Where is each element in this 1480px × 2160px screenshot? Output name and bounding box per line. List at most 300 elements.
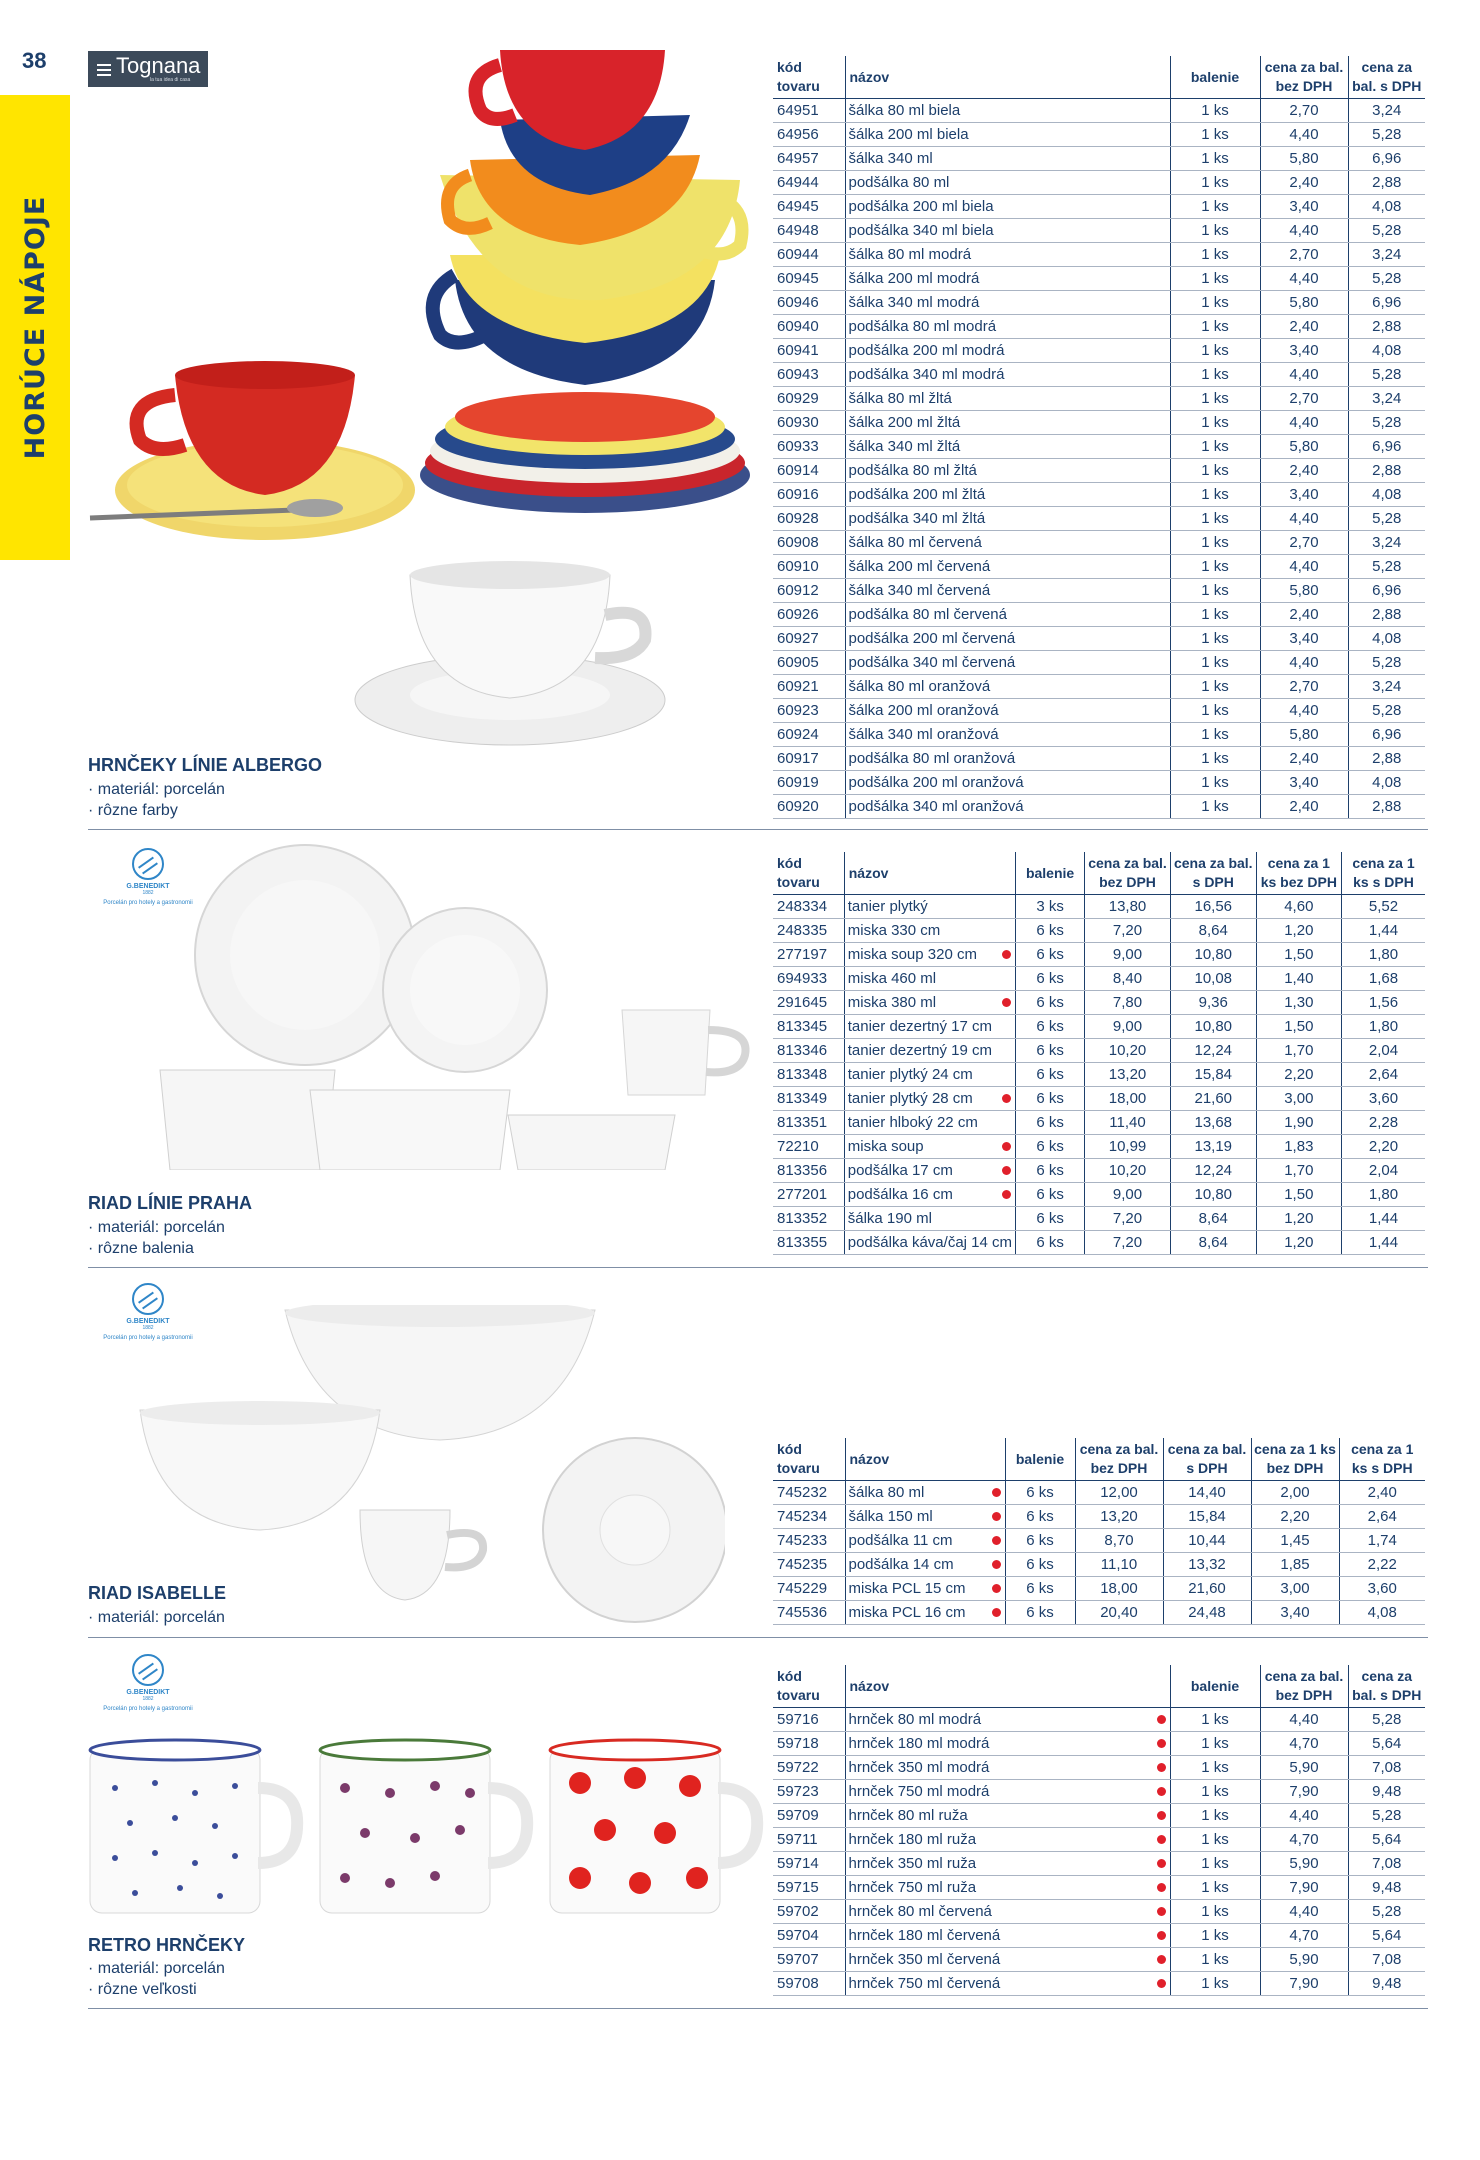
- table-cell: [1170, 219, 1260, 243]
- cell-text: 1,20: [1284, 1234, 1314, 1251]
- cell-text: 59709: [777, 1807, 819, 1824]
- table-row: [773, 675, 1425, 699]
- cell-text: šálka 190 ml: [847, 1210, 932, 1227]
- table-cell: [1348, 1948, 1425, 1972]
- cell-text: 3,24: [1372, 678, 1402, 695]
- product-bullets-isabelle: [88, 1607, 225, 1628]
- cell-text: 2,04: [1368, 1162, 1399, 1179]
- table-cell: [844, 1111, 1015, 1135]
- cell-text: podšálka 11 cm: [848, 1532, 953, 1549]
- benedikt-logo-name: G.BENEDIKT: [126, 1318, 170, 1325]
- table-row: [773, 1207, 1425, 1231]
- cell-text: 60912: [777, 582, 819, 599]
- cell-text: 5,52: [1368, 898, 1399, 915]
- table-cell: [773, 531, 845, 555]
- table-row: [773, 531, 1425, 555]
- cell-text: 1,20: [1284, 1210, 1314, 1227]
- price-table-praha: [773, 852, 1425, 1255]
- cell-text: 2,22: [1367, 1556, 1397, 1573]
- section-divider: [88, 2008, 1428, 2009]
- table-cell: [1170, 895, 1256, 919]
- table-cell: [773, 1207, 844, 1231]
- cell-text: 5,90: [1289, 1855, 1319, 1872]
- column-header: cena za bal. s DPH: [1170, 852, 1256, 895]
- cell-text: 6 ks: [1036, 994, 1064, 1011]
- table-cell: [1163, 1505, 1251, 1529]
- table-row: [773, 795, 1425, 819]
- cell-text: 1 ks: [1201, 726, 1229, 743]
- cell-text: 5,90: [1289, 1759, 1319, 1776]
- cell-text: 7,20: [1112, 922, 1143, 939]
- table-cell: [1170, 99, 1260, 123]
- cell-text: miska 380 ml: [847, 994, 937, 1011]
- table-cell: [1163, 1481, 1251, 1505]
- cell-text: 1 ks: [1201, 438, 1229, 455]
- cell-text: 2,88: [1372, 318, 1402, 335]
- table-cell: [1085, 919, 1171, 943]
- cell-text: podšálka 340 ml modrá: [848, 366, 1005, 383]
- table-cell: [1339, 1529, 1425, 1553]
- cell-text: miska 460 ml: [847, 970, 937, 987]
- cell-text: 24,48: [1188, 1604, 1226, 1621]
- table-cell: [1170, 723, 1260, 747]
- table-cell: [1016, 1207, 1085, 1231]
- table-cell: [1260, 795, 1348, 819]
- cell-text: 64944: [777, 174, 819, 191]
- table-cell: [1348, 99, 1425, 123]
- table-cell: [1170, 243, 1260, 267]
- table-row: [773, 919, 1425, 943]
- cell-text: 1,85: [1280, 1556, 1310, 1573]
- cell-text: 8,64: [1198, 1210, 1228, 1227]
- cell-text: šálka 340 ml modrá: [848, 294, 980, 311]
- table-cell: [845, 1804, 1170, 1828]
- cell-text: 18,00: [1108, 1090, 1147, 1107]
- cell-text: 60910: [777, 558, 819, 575]
- cell-text: šálka 200 ml červená: [848, 558, 991, 575]
- cell-text: 2,70: [1289, 246, 1319, 263]
- cell-text: 60943: [777, 366, 819, 383]
- cell-text: 59722: [777, 1759, 819, 1776]
- table-cell: [1348, 1900, 1425, 1924]
- cell-text: tanier plytký 24 cm: [847, 1066, 973, 1083]
- table-cell: [1170, 603, 1260, 627]
- table-cell: [773, 1852, 845, 1876]
- cell-text: 9,48: [1372, 1975, 1402, 1992]
- cell-text: 6,96: [1372, 726, 1402, 743]
- table-row: [773, 1231, 1425, 1255]
- red-dot-icon: [1157, 1931, 1166, 1940]
- benedikt-logo-year: 1882: [142, 890, 154, 896]
- table-cell: [1348, 1780, 1425, 1804]
- table-cell: [773, 771, 845, 795]
- cell-text: šálka 80 ml: [848, 1484, 925, 1501]
- cell-text: 3 ks: [1036, 898, 1064, 915]
- cell-text: podšálka 16 cm: [847, 1186, 953, 1203]
- red-dot-icon: [992, 1560, 1001, 1569]
- table-cell: [1348, 1732, 1425, 1756]
- table-cell: [1085, 1015, 1171, 1039]
- cell-text: 4,08: [1367, 1604, 1397, 1621]
- bullet-item: · rôzne farby: [88, 800, 225, 821]
- cell-text: 8,70: [1104, 1532, 1134, 1549]
- cell-text: 60921: [777, 678, 819, 695]
- cell-text: 1,50: [1284, 1018, 1314, 1035]
- table-cell: [1170, 1780, 1260, 1804]
- table-row: [773, 579, 1425, 603]
- table-cell: [773, 579, 845, 603]
- column-header: cena za bal. bez DPH: [1260, 1665, 1348, 1708]
- cell-text: 2,70: [1289, 390, 1319, 407]
- table-header-row: [773, 56, 1425, 99]
- cell-text: 5,64: [1372, 1831, 1402, 1848]
- table-cell: [1348, 219, 1425, 243]
- bullet-item: · materiál: porcelán: [88, 1217, 225, 1238]
- table-cell: [1075, 1481, 1163, 1505]
- cell-text: 3,40: [1289, 342, 1319, 359]
- table-cell: [1170, 507, 1260, 531]
- cell-text: 6,96: [1372, 438, 1402, 455]
- cell-text: 1 ks: [1201, 1903, 1229, 1920]
- red-dot-icon: [1002, 1190, 1011, 1199]
- table-cell: [1260, 1900, 1348, 1924]
- table-cell: [773, 1231, 844, 1255]
- cell-text: hrnček 350 ml modrá: [848, 1759, 990, 1776]
- product-bullets-retro: [88, 1958, 225, 2000]
- cell-text: 2,40: [1289, 606, 1319, 623]
- table-cell: [1085, 1207, 1171, 1231]
- table-cell: [1256, 1063, 1341, 1087]
- table-cell: [845, 147, 1170, 171]
- table-row: [773, 1924, 1425, 1948]
- table-row: [773, 1577, 1425, 1601]
- cell-text: 6 ks: [1036, 1114, 1064, 1131]
- section-divider: [88, 1267, 1428, 1268]
- cell-text: 1 ks: [1201, 1831, 1229, 1848]
- cell-text: hrnček 180 ml červená: [848, 1927, 1001, 1944]
- table-cell: [1342, 1231, 1426, 1255]
- cell-text: 6 ks: [1036, 1210, 1064, 1227]
- cell-text: 1 ks: [1201, 126, 1229, 143]
- table-cell: [1348, 1804, 1425, 1828]
- table-cell: [845, 1481, 1005, 1505]
- cell-text: 248334: [777, 898, 828, 915]
- table-cell: [773, 651, 845, 675]
- table-cell: [1260, 1756, 1348, 1780]
- benedikt-logo: [63, 1654, 233, 1712]
- table-cell: [1170, 1231, 1256, 1255]
- table-cell: [1260, 771, 1348, 795]
- cell-text: 745235: [777, 1556, 828, 1573]
- table-cell: [1085, 1111, 1171, 1135]
- cell-text: 14,40: [1188, 1484, 1226, 1501]
- table-cell: [1348, 171, 1425, 195]
- table-cell: [1260, 147, 1348, 171]
- cell-text: 4,40: [1289, 126, 1319, 143]
- cell-text: 1 ks: [1201, 222, 1229, 239]
- cell-text: 59702: [777, 1903, 819, 1920]
- table-cell: [1342, 1015, 1426, 1039]
- red-dot-icon: [992, 1536, 1001, 1545]
- table-cell: [773, 1780, 845, 1804]
- cell-text: 6 ks: [1036, 1018, 1064, 1035]
- table-cell: [845, 795, 1170, 819]
- cell-text: 60914: [777, 462, 819, 479]
- cell-text: hrnček 180 ml modrá: [848, 1735, 990, 1752]
- cell-text: 3,00: [1280, 1580, 1310, 1597]
- cell-text: 2,40: [1289, 462, 1319, 479]
- table-cell: [1260, 483, 1348, 507]
- cell-text: 5,28: [1372, 702, 1402, 719]
- cell-text: 21,60: [1194, 1090, 1233, 1107]
- cell-text: 6 ks: [1036, 1066, 1064, 1083]
- column-header: cena za bal. bez DPH: [1260, 56, 1348, 99]
- table-cell: [773, 99, 845, 123]
- cell-text: 7,90: [1289, 1975, 1319, 1992]
- table-cell: [845, 1505, 1005, 1529]
- table-cell: [773, 1972, 845, 1996]
- cell-text: 813352: [777, 1210, 828, 1227]
- table-cell: [1348, 411, 1425, 435]
- table-cell: [844, 1063, 1015, 1087]
- cell-text: 1,70: [1284, 1042, 1314, 1059]
- cell-text: 2,20: [1284, 1066, 1314, 1083]
- table-row: [773, 1505, 1425, 1529]
- table-cell: [1256, 1231, 1341, 1255]
- table-cell: [1260, 339, 1348, 363]
- table-cell: [1170, 411, 1260, 435]
- cell-text: 2,40: [1289, 174, 1319, 191]
- cell-text: 60933: [777, 438, 819, 455]
- cell-text: 60919: [777, 774, 819, 791]
- cell-text: 2,20: [1280, 1508, 1310, 1525]
- table-row: [773, 1708, 1425, 1732]
- cell-text: 3,40: [1289, 198, 1319, 215]
- cell-text: 1 ks: [1201, 1879, 1229, 1896]
- table-cell: [1170, 1756, 1260, 1780]
- table-cell: [1348, 579, 1425, 603]
- table-row: [773, 991, 1425, 1015]
- cell-text: 813355: [777, 1234, 828, 1251]
- cell-text: 5,64: [1372, 1735, 1402, 1752]
- table-cell: [1251, 1553, 1339, 1577]
- table-cell: [1260, 723, 1348, 747]
- cell-text: 6 ks: [1026, 1580, 1054, 1597]
- table-cell: [1085, 943, 1171, 967]
- table-cell: [1170, 483, 1260, 507]
- cell-text: hrnček 750 ml modrá: [848, 1783, 990, 1800]
- table-cell: [773, 147, 845, 171]
- table-cell: [845, 411, 1170, 435]
- table-cell: [1342, 1039, 1426, 1063]
- table-cell: [1260, 315, 1348, 339]
- table-row: [773, 339, 1425, 363]
- column-header: balenie: [1170, 56, 1260, 99]
- column-header: cena za 1 ks bez DPH: [1256, 852, 1341, 895]
- table-row: [773, 1135, 1425, 1159]
- table-cell: [1348, 507, 1425, 531]
- table-cell: [1342, 1207, 1426, 1231]
- cell-text: 64956: [777, 126, 819, 143]
- cell-text: 1 ks: [1201, 318, 1229, 335]
- table-row: [773, 943, 1425, 967]
- table-cell: [1348, 339, 1425, 363]
- cell-text: 248335: [777, 922, 828, 939]
- column-header: kód tovaru: [773, 852, 844, 895]
- table-cell: [773, 699, 845, 723]
- table-cell: [773, 1135, 844, 1159]
- table-cell: [773, 243, 845, 267]
- cell-text: 60940: [777, 318, 819, 335]
- cell-text: podšálka káva/čaj 14 cm: [847, 1234, 1013, 1251]
- table-cell: [845, 699, 1170, 723]
- cell-text: 6 ks: [1036, 922, 1064, 939]
- table-cell: [1170, 1900, 1260, 1924]
- table-cell: [1260, 1828, 1348, 1852]
- table-cell: [1170, 1732, 1260, 1756]
- table-cell: [1005, 1529, 1075, 1553]
- table-row: [773, 1876, 1425, 1900]
- table-header-row: [773, 1665, 1425, 1708]
- praha-tableware-image: [150, 840, 760, 1170]
- table-cell: [773, 195, 845, 219]
- cell-text: miska soup: [847, 1138, 924, 1155]
- table-cell: [773, 363, 845, 387]
- table-cell: [1256, 1207, 1341, 1231]
- table-cell: [1260, 1924, 1348, 1948]
- column-header: cena za 1 ks bez DPH: [1251, 1438, 1339, 1481]
- column-header: balenie: [1016, 852, 1085, 895]
- cell-text: 59723: [777, 1783, 819, 1800]
- cell-text: 59704: [777, 1927, 819, 1944]
- cell-text: podšálka 80 ml žltá: [848, 462, 977, 479]
- cell-text: 4,40: [1289, 270, 1319, 287]
- cell-text: 4,40: [1289, 414, 1319, 431]
- table-cell: [773, 1159, 844, 1183]
- cell-text: 4,40: [1289, 558, 1319, 575]
- cell-text: 9,00: [1112, 1186, 1143, 1203]
- cell-text: 6 ks: [1036, 946, 1064, 963]
- table-cell: [773, 315, 845, 339]
- table-row: [773, 123, 1425, 147]
- table-row: [773, 507, 1425, 531]
- cell-text: 13,20: [1100, 1508, 1138, 1525]
- table-cell: [1170, 387, 1260, 411]
- cell-text: hrnček 80 ml modrá: [848, 1711, 982, 1728]
- table-cell: [1260, 555, 1348, 579]
- table-cell: [1170, 771, 1260, 795]
- table-cell: [844, 1183, 1015, 1207]
- red-dot-icon: [1157, 1835, 1166, 1844]
- table-cell: [1260, 459, 1348, 483]
- table-cell: [773, 1111, 844, 1135]
- bullet-item: · rôzne veľkosti: [88, 1979, 225, 2000]
- table-cell: [1348, 267, 1425, 291]
- cell-text: 5,28: [1372, 414, 1402, 431]
- cell-text: 3,24: [1372, 102, 1402, 119]
- table-cell: [773, 895, 844, 919]
- cell-text: 5,28: [1372, 1903, 1402, 1920]
- table-cell: [773, 219, 845, 243]
- table-cell: [773, 1183, 844, 1207]
- table-cell: [773, 1828, 845, 1852]
- cell-text: 5,80: [1289, 294, 1319, 311]
- table-cell: [844, 1087, 1015, 1111]
- table-cell: [1170, 339, 1260, 363]
- table-cell: [1016, 1111, 1085, 1135]
- table-cell: [1170, 1183, 1256, 1207]
- table-cell: [1016, 967, 1085, 991]
- cell-text: 10,99: [1108, 1138, 1147, 1155]
- table-cell: [845, 123, 1170, 147]
- table-cell: [1163, 1601, 1251, 1625]
- table-cell: [1075, 1601, 1163, 1625]
- cell-text: podšálka 80 ml oranžová: [848, 750, 1016, 767]
- cell-text: 813351: [777, 1114, 828, 1131]
- cell-text: 1 ks: [1201, 1711, 1229, 1728]
- table-cell: [845, 1852, 1170, 1876]
- table-cell: [845, 1924, 1170, 1948]
- cell-text: 4,70: [1289, 1927, 1319, 1944]
- table-cell: [1170, 195, 1260, 219]
- table-cell: [773, 1505, 845, 1529]
- table-cell: [844, 1135, 1015, 1159]
- cell-text: podšálka 200 ml modrá: [848, 342, 1005, 359]
- table-cell: [1170, 1135, 1256, 1159]
- table-cell: [1085, 991, 1171, 1015]
- cell-text: 2,64: [1367, 1508, 1397, 1525]
- table-row: [773, 291, 1425, 315]
- cell-text: 1 ks: [1201, 366, 1229, 383]
- table-cell: [1342, 967, 1426, 991]
- red-dot-icon: [1002, 950, 1011, 959]
- table-cell: [773, 1039, 844, 1063]
- cell-text: 1 ks: [1201, 558, 1229, 575]
- table-cell: [845, 579, 1170, 603]
- cell-text: 6 ks: [1036, 1162, 1064, 1179]
- table-cell: [845, 99, 1170, 123]
- table-cell: [1170, 1828, 1260, 1852]
- table-cell: [773, 943, 844, 967]
- table-cell: [1016, 991, 1085, 1015]
- red-dot-icon: [992, 1608, 1001, 1617]
- cell-text: 64945: [777, 198, 819, 215]
- table-cell: [773, 1577, 845, 1601]
- cell-text: šálka 340 ml žltá: [848, 438, 961, 455]
- cell-text: 1 ks: [1201, 198, 1229, 215]
- cell-text: 1 ks: [1201, 798, 1229, 815]
- red-dot-icon: [992, 1512, 1001, 1521]
- table-row: [773, 1183, 1425, 1207]
- table-cell: [844, 919, 1015, 943]
- cell-text: šálka 200 ml oranžová: [848, 702, 999, 719]
- table-cell: [845, 1708, 1170, 1732]
- red-dot-icon: [1157, 1715, 1166, 1724]
- table-cell: [1170, 363, 1260, 387]
- cell-text: podšálka 14 cm: [848, 1556, 954, 1573]
- cell-text: 13,20: [1108, 1066, 1147, 1083]
- cell-text: 1,50: [1284, 946, 1314, 963]
- table-cell: [1085, 1087, 1171, 1111]
- table-cell: [773, 291, 845, 315]
- cell-text: 4,40: [1289, 1903, 1319, 1920]
- cell-text: 2,40: [1289, 750, 1319, 767]
- table-cell: [1339, 1505, 1425, 1529]
- cell-text: podšálka 17 cm: [847, 1162, 953, 1179]
- table-cell: [1170, 699, 1260, 723]
- table-cell: [845, 435, 1170, 459]
- table-cell: [773, 507, 845, 531]
